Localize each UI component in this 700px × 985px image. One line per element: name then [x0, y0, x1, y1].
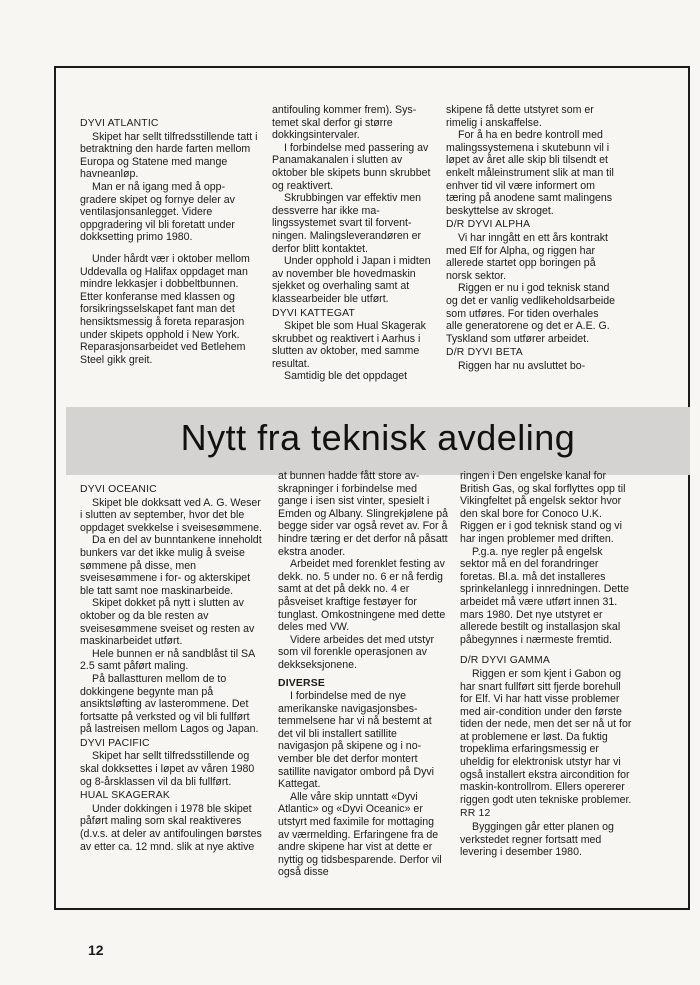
section-banner	[66, 407, 690, 475]
paragraph: Byggingen går etter planen og verkstedet regner fortsatt med levering i desember 1980.	[460, 821, 614, 859]
paragraph: Samtidig ble det oppdaget	[284, 370, 408, 383]
paragraph: For å ha en bedre kontroll med malingssystemena i skutebunn vil i løpet av året alle skip bli tilsendt et enkelt måleinstrument slik at man til enhver tid vil være informert om tæring på anodene samt malingens beskyttelse av skroget.	[446, 129, 614, 217]
section-heading: RR 12	[460, 808, 491, 820]
paragraph: Skipet ble som Hual Skagerak skrubbet og reaktivert i Aarhus i slutten av oktober, med samme resultat.	[272, 320, 426, 370]
paragraph: Skipet ble dokksatt ved A. G. Weser i slutten av september, hvor det ble oppdaget svekkelse i sveisesømmene.	[80, 496, 262, 534]
paragraph: I forbindelse med passering av Panamakanalen i slutten av oktober ble skipets bunn skrubbet og reaktivert.	[272, 141, 431, 192]
section-heading: DYVI KATTEGAT	[272, 307, 356, 319]
section-heading: DYVI OCEANIC	[80, 484, 157, 495]
section-heading: DYVI ATLANTIC	[80, 118, 159, 129]
paragraph: På ballastturen mellom de to dokkingene begynte man på ansiktsløfting av lasterommene. Det fortsatte på verksted og vil bli fullført på lastreisen mellom Lagos og Japan.	[80, 672, 259, 736]
bottom-column-2	[278, 470, 448, 881]
paragraph: skipene få dette utstyret som er rimelig i anskaffelse.	[446, 104, 594, 129]
section-heading: D/R DYVI BETA	[446, 347, 523, 359]
paragraph: Riggen har nu avsluttet bo-	[458, 359, 586, 372]
paragraph: Skipet dokket på nytt i slutten av oktober og da ble resten av sveisesømmene sveiset og resten av maskinarbeidet utført.	[80, 597, 255, 648]
paragraph: Da en del av bunntankene inneholdt bunkers var det ikke mulig å sveise sømmene på disse, men sveisesømmene i for- og akterskipet ble tatt samt noe maskinarbeide.	[80, 534, 262, 597]
bottom-column-1	[80, 484, 263, 879]
paragraph: Under opphold i Japan i midten av november ble hovedmaskin sjekket og overhaling samt at klassearbeider ble utført.	[272, 255, 431, 305]
section-heading: D/R DYVI ALPHA	[446, 219, 531, 231]
section-heading: DYVI PACIFIC	[80, 737, 150, 749]
top-column-1	[80, 118, 258, 400]
page-number: 12	[88, 942, 104, 958]
paragraph: Under dokkingen i 1978 ble skipet påført maling som skal reaktiveres (d.v.s. at deler av antifoulingen børstes av etter ca. 12 mnd. slik at nye aktive	[80, 802, 262, 853]
bottom-column-3	[460, 470, 632, 875]
paragraph: P.g.a. nye regler på engelsk sektor må en del forandringer foretas. Bl.a. må det installeres sprinkelanlegg i innredningen. Dette arbeidet må være utført innen 31. mars 1980. Det nye utstyret er allerede bestilt og installasjon skal påbegynnes i nærmeste fremtid.	[460, 545, 630, 646]
paragraph: Riggen er nu i god teknisk stand og det er vanlig vedlikeholdsarbeide som utføres. For tiden overhales alle generatorene og det er A.E. G. Tyskland som utfører arbeidet.	[446, 282, 616, 345]
paragraph: Alle våre skip unntatt «Dyvi Atlantic» og «Dyvi Oceanic» er utstyrt med faximile for mottaging av værmelding. Erfaringene fra de andre skipene har vist at dette er nyttig og tidsbesparende. Derfor vil også disse	[278, 790, 442, 879]
section-heading: DIVERSE	[278, 677, 326, 689]
paragraph: Skrubbingen var effektiv men dessverre har ikke malingssystemet svart til forventningen. Malingsleverandøren er derfor blitt kontaktet.	[272, 192, 422, 255]
paragraph: Man er nå igang med å oppgradere skipet og fornye deler av ventilasjonsanlegget. Videre oppgradering vil bli foretatt under dokksetting primo 1980.	[80, 180, 235, 244]
paragraph: ringen i Den engelske kanal for British Gas, og skal forflyttes opp til Vikingfeltet på engelsk sektor hvor den skal bore for Conoco U.K. Riggen er i god teknisk stand og vi har ingen problemer med driften.	[460, 470, 626, 545]
paragraph: Skipet har sellt tilfredsstillende og skal dokksettes i løpet av våren 1980 og 8-årsklassen vil da bli fullført.	[80, 750, 255, 788]
paragraph: Under hårdt vær i oktober mellom Uddevalla og Halifax oppdaget man mindre lekkasjer i dobbeltbunnen. Etter konferanse med klassen og forsikringsselskapet fant man det hensiktsmessig å foreta reparasjon under skipets opphold i New York. Reparasjonsarbeidet ved Betlehem Steel gikk greit.	[80, 252, 250, 366]
section-heading: HUAL SKAGERAK	[80, 790, 170, 802]
paragraph: Vi har inngått en ett års kontrakt med Elf for Alpha, og riggen har allerede startet opp boringen på norsk sektor.	[446, 231, 608, 282]
paragraph: I forbindelse med de nye amerikanske navigasjonsbestemmelsene har vi nå bestemt at det vil bli installert satillite navigasjon på skipene og i november ble det derfor montert satillite navigator ombord på Dyvi Kattegat.	[278, 690, 435, 791]
banner-title: Nytt fra teknisk avdeling	[180, 417, 576, 458]
top-column-3	[446, 104, 616, 394]
top-column-2	[272, 104, 432, 400]
paragraph: antifouling kommer frem). Systemet skal derfor gi større dokkingsintervaler.	[272, 104, 417, 142]
section-heading: D/R DYVI GAMMA	[460, 655, 550, 667]
paragraph: Skipet har sellt tilfredsstillende tatt i betraktning den harde farten mellom Europa og Statene med mange havneanløp.	[80, 130, 258, 181]
paragraph: Videre arbeides det med utstyr som vil forenkle operasjonen av dekkseksjonene.	[278, 633, 435, 671]
paragraph: at bunnen hadde fått store avskrapninger i forbindelse med gange i isen sist vinter, spesielt i Emden og Albany. Slingrekjølene på begge sider var også revet av. For å hindre tæring er det derfor nå påsatt ekstra anoder.	[278, 470, 448, 558]
paragraph: Arbeidet med forenklet festing av dekk. no. 5 under no. 6 er nå ferdig samt at det på dekk no. 4 er påsveiset kraftige festøyer for tunglast. Omkostningene med dette deles med VW.	[278, 558, 446, 634]
paragraph: Hele bunnen er nå sandblåst til SA 2.5 samt påført maling.	[80, 647, 255, 673]
paragraph: Riggen er som kjent i Gabon og har snart fullført sitt fjerde borehull for Elf. Vi har hatt visse problemer med air-condition under den første tiden der nede, men det ser nå ut for at problemene er løst. Da fuktig tropeklima erfaringsmessig er uheldig for elektronisk utstyr har vi også installert ekstra aircondition for maskin-kontrollrom. Ellers opererer riggen godt uten tekniske problemer.	[460, 667, 632, 806]
